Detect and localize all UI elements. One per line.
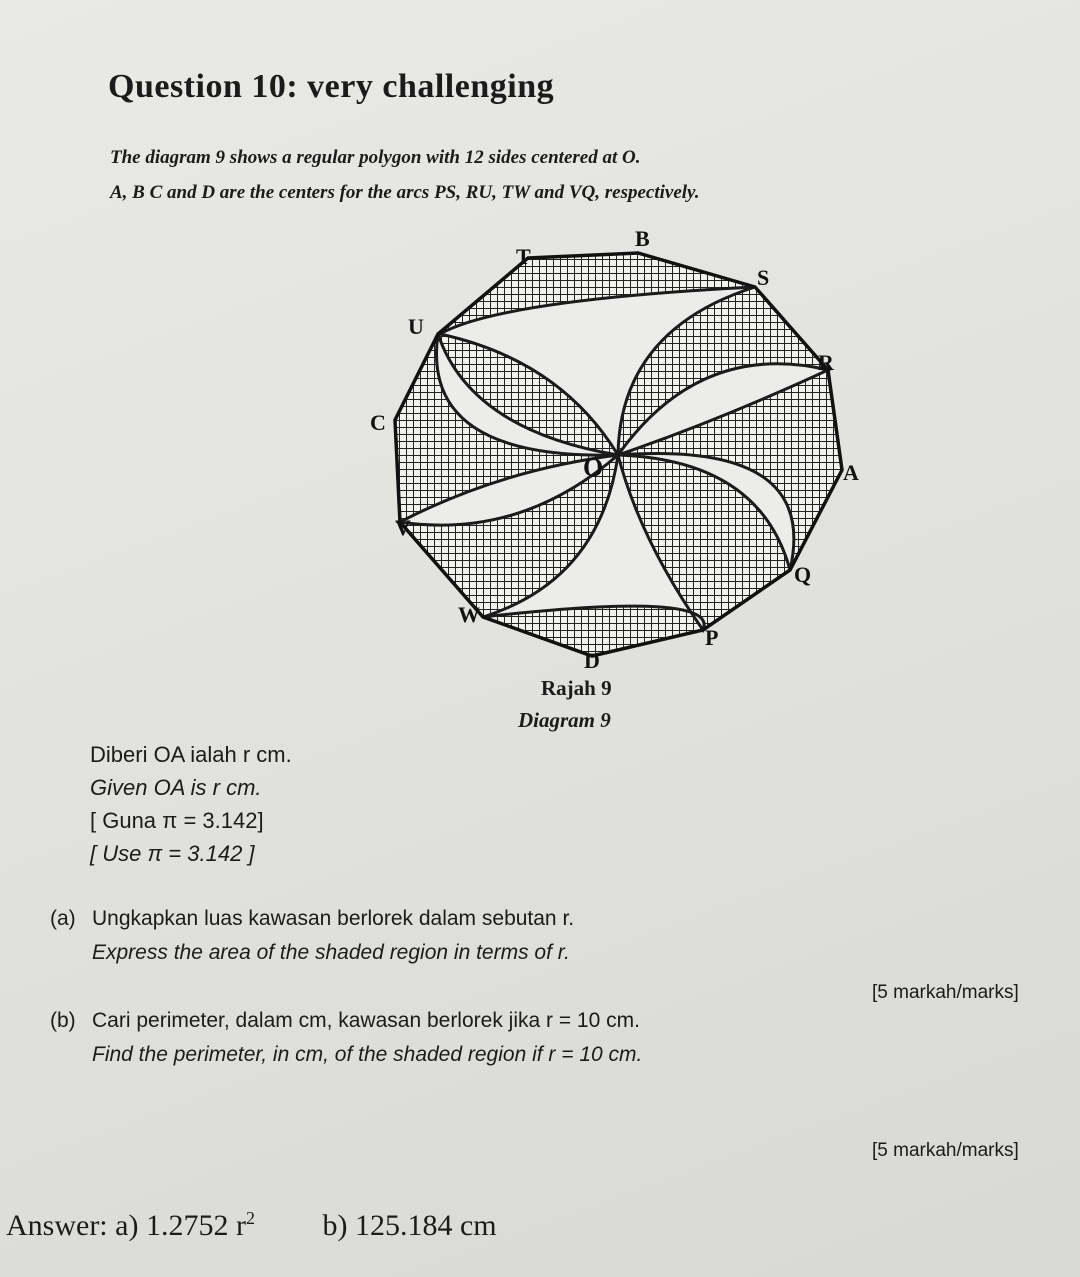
part-b-block [50, 1004, 642, 1072]
question-title: Question 10: very challenging [108, 68, 555, 105]
label-r: R [818, 350, 834, 375]
pi-malay: [ Guna π = 3.142] [90, 808, 264, 833]
part-b-malay-row [50, 1004, 642, 1038]
answer-prefix: Answer: a) [6, 1209, 139, 1242]
part-a-label: (a) [50, 907, 76, 930]
label-w: W [458, 602, 480, 627]
intro-line-2: A, B C and D are the centers for the arcs PS, RU, TW and VQ, respectively. [110, 182, 700, 203]
label-c: C [370, 410, 386, 435]
pi-english: [ Use π = 3.142 ] [90, 841, 255, 866]
label-s: S [757, 265, 770, 290]
answer-a-exponent: 2 [245, 1208, 255, 1228]
part-b-marks: [5 markah/marks] [872, 1140, 1019, 1161]
label-v: V [395, 515, 411, 540]
part-a-marks: [5 markah/marks] [872, 982, 1019, 1003]
given-block [90, 738, 292, 870]
part-a-block [50, 902, 574, 970]
answer-line [6, 1208, 497, 1243]
label-u: U [408, 314, 424, 339]
part-b-english: Find the perimeter, in cm, of the shaded region if r = 10 cm. [92, 1043, 643, 1066]
part-b-malay: Cari perimeter, dalam cm, kawasan berlorek jika r = 10 cm. [92, 1009, 640, 1032]
label-b: B [635, 226, 650, 251]
label-p: P [705, 625, 719, 650]
label-o: O [583, 453, 604, 482]
label-q: Q [794, 562, 812, 587]
answer-a [146, 1208, 255, 1243]
part-a-malay-row [50, 902, 574, 936]
part-b-english-row [50, 1038, 642, 1072]
part-a-english: Express the area of the shaded region in terms of r. [92, 941, 570, 964]
answer-b: b) 125.184 cm [322, 1209, 497, 1242]
label-a: A [843, 460, 859, 485]
part-b-label: (b) [50, 1009, 76, 1032]
intro-line-1: The diagram 9 shows a regular polygon with 12 sides centered at O. [110, 147, 641, 168]
label-d: D [584, 648, 600, 670]
answer-a-value: 1.2752 r [145, 1209, 246, 1242]
part-a-malay: Ungkapkan luas kawasan berlorek dalam sebutan r. [92, 907, 575, 930]
given-malay: Diberi OA ialah r cm. [90, 742, 292, 767]
given-english: Given OA is r cm. [90, 775, 262, 800]
label-t: T [516, 244, 531, 269]
caption-malay: Rajah 9 [541, 676, 612, 700]
question-intro [110, 140, 990, 210]
polygon-diagram [340, 210, 880, 670]
part-a-english-row [50, 936, 574, 970]
caption-english: Diagram 9 [518, 708, 611, 732]
